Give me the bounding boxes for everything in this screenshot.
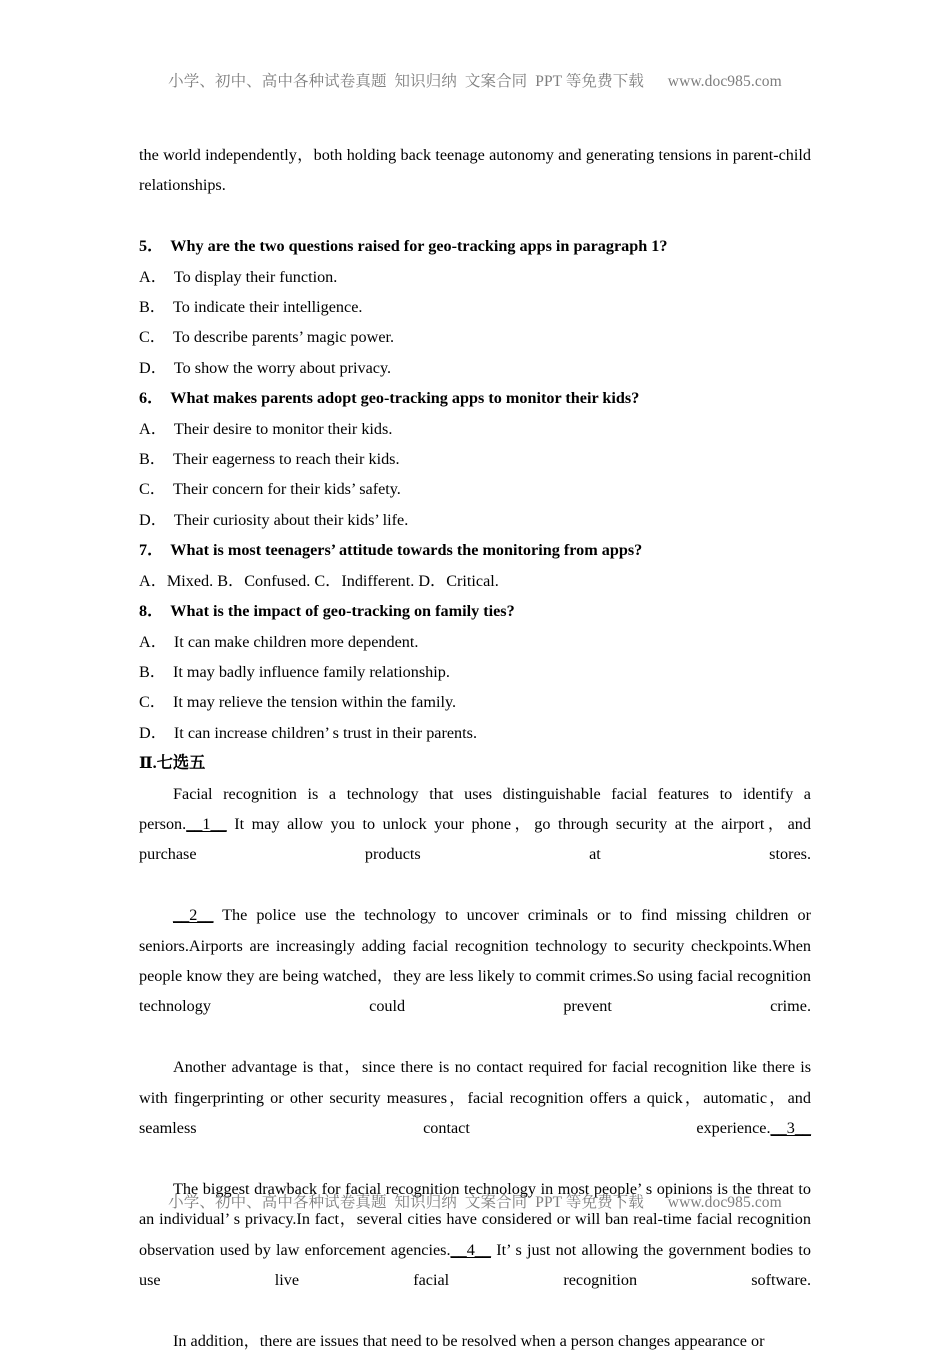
option-text: It may relieve the tension within the family. [172, 693, 457, 712]
passage-text: It’ s just not allowing the government bodies to use live facial recognition software. [139, 1240, 811, 1290]
question-7-stem [139, 535, 811, 565]
question-6-option-b[interactable] [139, 444, 811, 474]
question-8-stem [139, 596, 811, 626]
question-8-option-c[interactable] [139, 687, 811, 717]
question-6-option-c[interactable] [139, 474, 811, 504]
option-text: To display their function. [173, 267, 338, 286]
option-label: A． [139, 632, 167, 651]
passage-text: The police use the technology to uncover criminals or to find missing children or seniors.Airports are increasingly adding facial recognition technology to security checkpoints.When people know they are being watched，they are less likely to commit crimes.So using facial recognition technology could prevent crime. [139, 906, 811, 1016]
question-7-number: 7． [139, 541, 164, 560]
blank-2[interactable]: __2__ [173, 906, 214, 925]
question-6-option-a[interactable] [139, 414, 811, 444]
option-text: To describe parents’ magic power. [172, 328, 395, 347]
question-6-stem [139, 383, 811, 413]
passage-paragraph-1 [139, 779, 811, 901]
option-text: It may badly influence family relationship. [172, 662, 450, 681]
option-label: C． [139, 480, 166, 499]
watermark-footer: 小学、初中、高中各种试卷真题 知识归纳 文案合同 PPT 等免费下载 www.doc985.com [168, 1194, 782, 1211]
option-text: Their desire to monitor their kids. [173, 419, 393, 438]
option-label: C． [139, 328, 166, 347]
question-7-options-inline[interactable]: A．Mixed. B．Confused. C．Indifferent. D．Critical. [139, 571, 499, 590]
question-5-number: 5． [139, 237, 164, 256]
option-label: C． [139, 693, 166, 712]
option-label: A． [139, 419, 167, 438]
question-5-stem [139, 231, 811, 261]
question-5-text: Why are the two questions raised for geo-tracking apps in paragraph 1? [170, 237, 668, 256]
option-label: D． [139, 723, 167, 742]
option-label: B． [139, 298, 166, 317]
option-label: B． [139, 450, 166, 469]
option-text: Their curiosity about their kids’ life. [173, 510, 409, 529]
option-label: D． [139, 358, 167, 377]
question-6-option-d[interactable] [139, 505, 811, 535]
question-6-number: 6． [139, 389, 164, 408]
passage-text: It may allow you to unlock your phone，go through security at the airport，and purchase products at stores. [139, 814, 811, 864]
option-label: D． [139, 510, 167, 529]
option-text: It can make children more dependent. [173, 632, 419, 651]
passage-text: Facial recognition is a technology that uses distinguishable facial features to identify a person. [139, 784, 811, 833]
passage-text: The biggest drawback for facial recognition technology in most people’ s opinions is the threat to an individual’ s privacy.In fact，several cities have considered or will ban real-time facial recognition observation used by law enforcement agencies. [139, 1179, 811, 1259]
blank-1[interactable]: __1__ [186, 814, 227, 833]
section-heading-qixuanwu: Ⅱ.七选五 [139, 754, 206, 773]
question-8-option-d[interactable] [139, 718, 811, 748]
question-6-text: What makes parents adopt geo-tracking apps to monitor their kids? [170, 389, 640, 408]
question-7-text: What is most teenagers’ attitude towards the monitoring from apps? [170, 541, 643, 560]
question-5-option-c[interactable] [139, 322, 811, 352]
option-text: To show the worry about privacy. [173, 358, 392, 377]
question-8-option-a[interactable] [139, 627, 811, 657]
option-text: Their eagerness to reach their kids. [172, 450, 400, 469]
passage-paragraph-5: In addition，there are issues that need to be resolved when a person changes appearance or [173, 1331, 765, 1350]
question-8-number: 8． [139, 602, 164, 621]
document-body [139, 140, 811, 1356]
question-5-option-b[interactable] [139, 292, 811, 322]
continuation-paragraph: the world independently，both holding back teenage autonomy and generating tensions in parent-child relationships. [139, 146, 811, 195]
question-8-option-b[interactable] [139, 657, 811, 687]
option-label: B． [139, 662, 166, 681]
blank-4[interactable]: __4__ [450, 1240, 491, 1259]
option-text: Their concern for their kids’ safety. [172, 480, 401, 499]
question-5-option-a[interactable] [139, 262, 811, 292]
question-5-option-d[interactable] [139, 353, 811, 383]
option-text: To indicate their intelligence. [172, 298, 363, 317]
option-text: It can increase children’ s trust in their parents. [173, 723, 477, 742]
watermark-header: 小学、初中、高中各种试卷真题 知识归纳 文案合同 PPT 等免费下载 www.doc985.com [168, 73, 782, 90]
passage-text: Another advantage is that，since there is no contact required for facial recognition like there is with fingerprinting or other security measures，facial recognition offers a quick，automatic，and seamless contact experience. [139, 1058, 811, 1137]
option-label: A． [139, 267, 167, 286]
blank-3[interactable]: __3__ [770, 1119, 811, 1137]
passage-paragraph-2 [139, 900, 811, 1052]
passage-paragraph-3 [139, 1052, 811, 1174]
question-8-text: What is the impact of geo-tracking on family ties? [170, 602, 515, 621]
